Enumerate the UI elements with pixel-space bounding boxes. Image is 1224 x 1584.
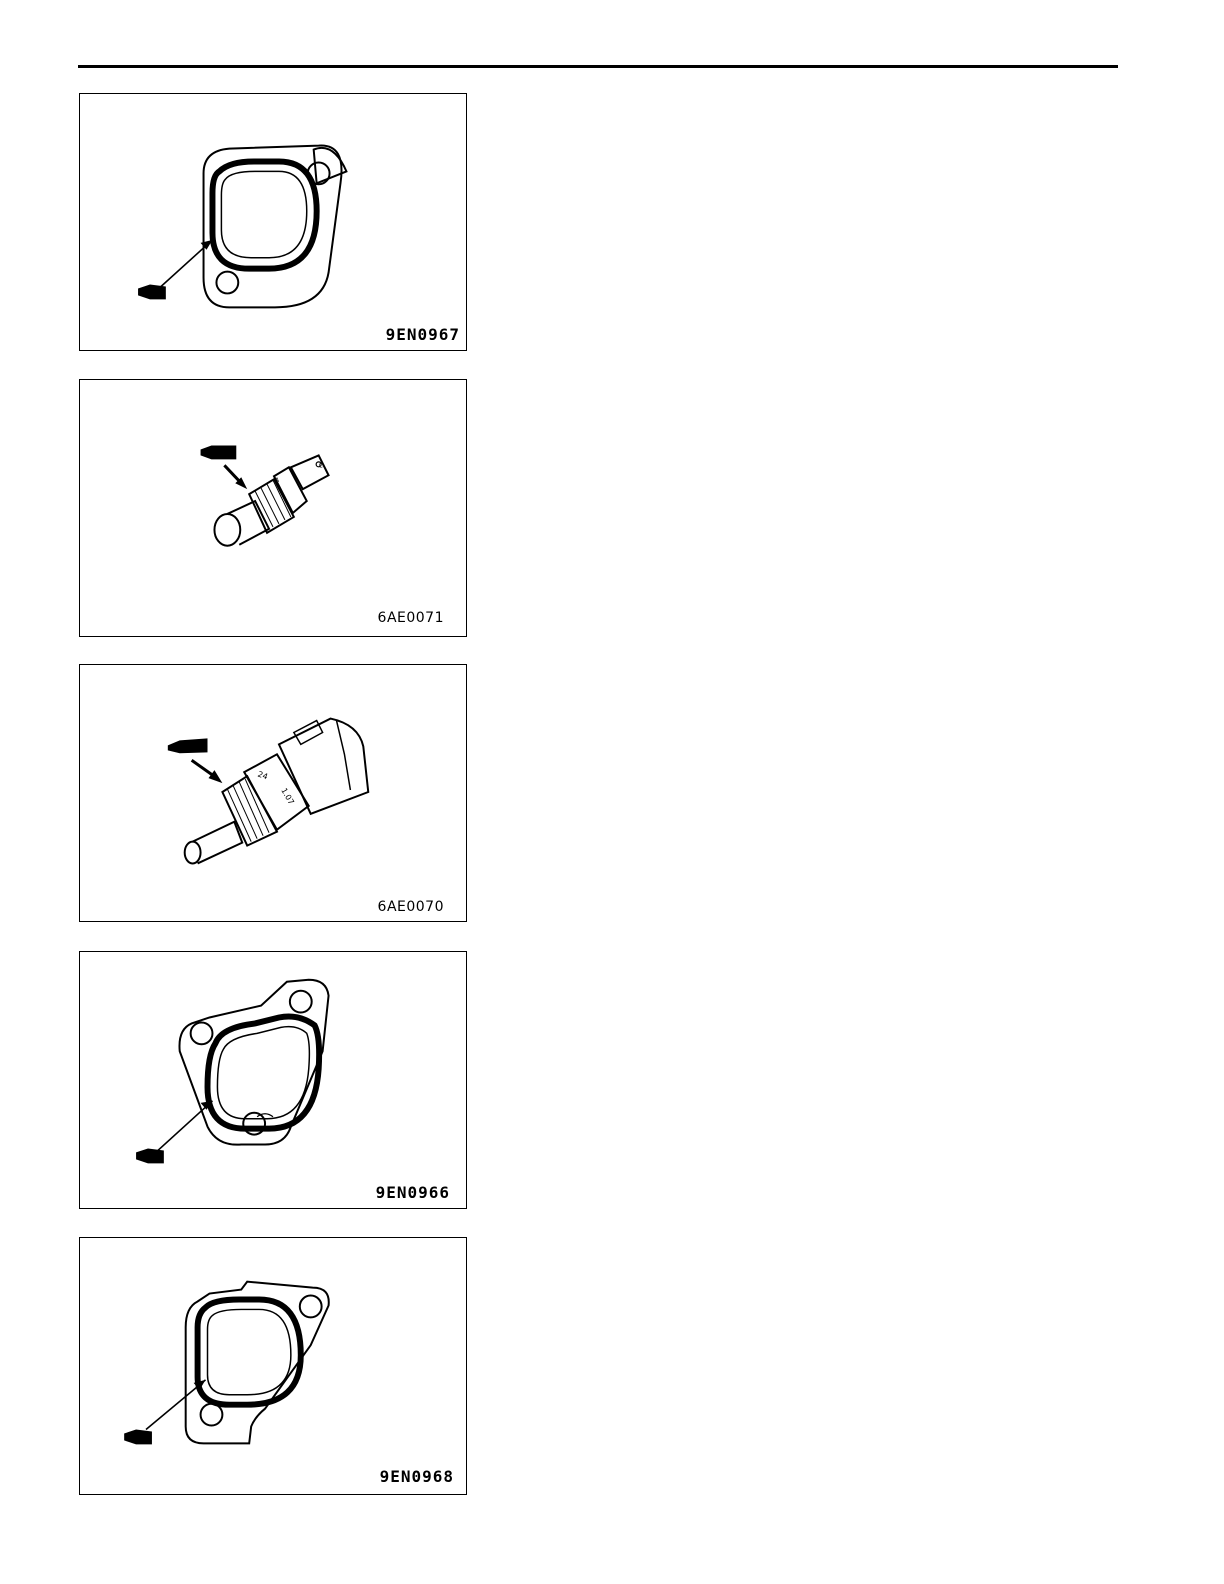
- sensor-mark-2: 1.07: [279, 786, 296, 807]
- figure-code: 6AE0070: [377, 899, 444, 915]
- figure-code: 6AE0071: [377, 610, 444, 626]
- thermo-switch-drawing: [80, 380, 466, 636]
- thermo-switch-mark-a: A: [274, 477, 280, 485]
- figure-code: 9EN0968: [379, 1467, 454, 1486]
- sensor-mark-1: 24: [256, 769, 270, 782]
- figure-code: 9EN0966: [375, 1183, 450, 1202]
- sealant-tube-icon: [124, 1430, 152, 1445]
- figure-thermo-switch: [79, 379, 467, 637]
- thermo-switch-mark-c: C: [318, 462, 323, 470]
- gasket-flange-drawing: [80, 94, 466, 350]
- sealant-tube-icon: [168, 738, 208, 753]
- temperature-sensor-drawing: [80, 665, 466, 921]
- gasket-flange-drawing: [80, 1238, 466, 1494]
- gasket-flange-drawing: [80, 952, 466, 1208]
- figure-gasket-flange-1: [79, 93, 467, 351]
- sealant-tube-icon: [201, 445, 237, 459]
- figure-temperature-sensor: [79, 664, 467, 922]
- sealant-tube-icon: [136, 1148, 164, 1163]
- figure-code: 9EN0967: [385, 325, 460, 344]
- sealant-tube-icon: [138, 285, 166, 300]
- header-rule: [78, 65, 1118, 68]
- figure-gasket-flange-2: [79, 951, 467, 1209]
- figure-gasket-flange-3: [79, 1237, 467, 1495]
